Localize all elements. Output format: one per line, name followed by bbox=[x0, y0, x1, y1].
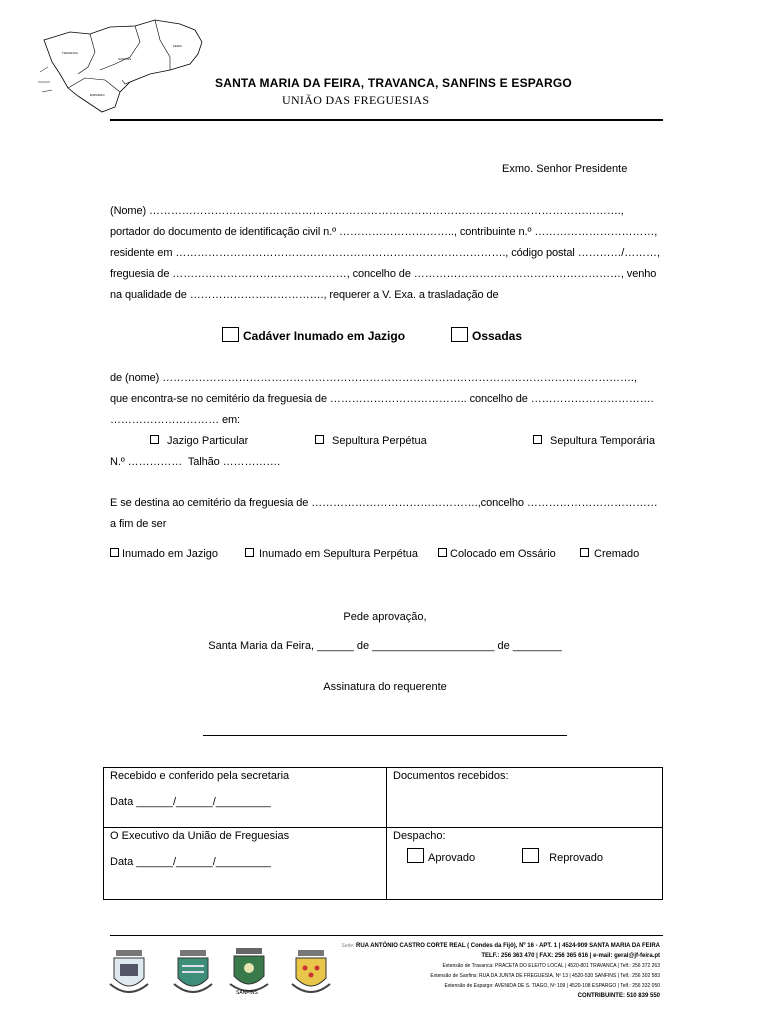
footer-nif: CONTRIBUINTE: 510 839 550 bbox=[577, 993, 660, 999]
signature-label: Assinatura do requerente bbox=[323, 681, 447, 693]
footer-contacts bbox=[342, 941, 660, 1001]
capacity-line: na qualidade de ………………………………., requerer a V. Exa. a trasladação de bbox=[110, 289, 499, 301]
name-line: (Nome) …………………………………………………………………………………………………………………., bbox=[110, 205, 624, 217]
checkbox-jazigo-particular[interactable] bbox=[150, 435, 159, 444]
deceased-name-line: de (nome) …………………………………………………………………………………………………………………., bbox=[110, 372, 637, 384]
checkbox-inumado-jazigo[interactable] bbox=[110, 548, 119, 557]
option-inumado-sepultura-label: Inumado em Sepultura Perpétua bbox=[259, 548, 418, 560]
option-sepultura-perpetua[interactable] bbox=[315, 435, 427, 447]
rejected-label: Reprovado bbox=[549, 852, 603, 864]
office-use-table bbox=[103, 767, 663, 900]
id-line: portador do documento de identificação civil n.º ………………………….., contribuinte n.º ……………………………, bbox=[110, 226, 658, 238]
map-label-travanca: TRAVANCA bbox=[62, 51, 78, 55]
header-divider bbox=[110, 119, 663, 121]
footer-seat-row bbox=[342, 941, 660, 951]
crest-sanfins-label: SANFINS bbox=[236, 990, 258, 996]
option-inumado-jazigo-label: Inumado em Jazigo bbox=[122, 548, 218, 560]
residence-line: residente em ………………………………………………………………………………., código postal …………/………, bbox=[110, 247, 660, 259]
option-cremado-label: Cremado bbox=[594, 548, 640, 560]
option-cadaver[interactable] bbox=[222, 327, 405, 343]
footer-ext-travanca: Extensão de Travanca: PRACETA DO ELEITO LOCAL | 4520-801 TRAVANCA | Telf.: 256 372 263 bbox=[442, 963, 660, 969]
map-label-feira: FEIRA bbox=[173, 44, 182, 48]
option-sepultura-temporaria[interactable] bbox=[533, 435, 655, 447]
checkbox-inumado-sepultura[interactable] bbox=[245, 548, 254, 557]
executive-date[interactable]: Data ______/______/_________ bbox=[110, 856, 271, 868]
rejected-option[interactable] bbox=[522, 852, 603, 864]
option-sepultura-temporaria-label: Sepultura Temporária bbox=[550, 435, 655, 447]
documents-label: Documentos recebidos: bbox=[393, 770, 509, 782]
dispatch-cell bbox=[387, 828, 663, 900]
destination-line: E se destina ao cemitério da freguesia de ……………………………………….,concelho ……………………………… bbox=[110, 497, 658, 509]
approved-label: Aprovado bbox=[428, 852, 476, 864]
crest-sanfins-icon bbox=[226, 946, 272, 998]
option-ossario[interactable] bbox=[438, 548, 556, 560]
option-cadaver-label: Cadáver Inumado em Jazigo bbox=[243, 329, 406, 343]
option-sepultura-perpetua-label: Sepultura Perpétua bbox=[332, 435, 427, 447]
place-date-line: Santa Maria da Feira, ______ de ____________________ de ________ bbox=[208, 640, 562, 652]
option-inumado-sepultura[interactable] bbox=[245, 548, 418, 560]
checkbox-cadaver[interactable] bbox=[222, 327, 239, 342]
salutation: Exmo. Senhor Presidente bbox=[502, 163, 628, 175]
received-date[interactable]: Data ______/______/_________ bbox=[110, 796, 271, 808]
option-ossario-label: Colocado em Ossário bbox=[450, 548, 556, 560]
option-cremado[interactable] bbox=[580, 548, 639, 560]
footer-ext-sanfins: Extensão de Sanfins: RUA DA JUNTA DE FREGUESIA, Nº 13 | 4520-530 SANFINS | Telf.: 256 302 583 bbox=[430, 973, 660, 979]
received-cell bbox=[104, 768, 387, 828]
checkbox-sepultura-perpetua[interactable] bbox=[315, 435, 324, 444]
dispatch-label: Despacho: bbox=[393, 830, 446, 842]
checkbox-cremado[interactable] bbox=[580, 548, 589, 557]
location-line: ………………………… em: bbox=[110, 414, 240, 426]
footer-tel: TELF.: 256 363 470 | FAX: 256 365 616 | e-mail: geral@jf-feira.pt bbox=[481, 953, 660, 959]
option-ossadas[interactable] bbox=[451, 327, 522, 343]
checkbox-ossadas[interactable] bbox=[451, 327, 468, 342]
header-subtitle: UNIÃO DAS FREGUESIAS bbox=[282, 93, 430, 107]
checkbox-sepultura-temporaria[interactable] bbox=[533, 435, 542, 444]
approved-option[interactable] bbox=[407, 852, 475, 864]
executive-cell bbox=[104, 828, 387, 900]
crest-feira-icon bbox=[106, 948, 152, 998]
signature-line[interactable] bbox=[203, 735, 567, 736]
purpose-line: a fim de ser bbox=[110, 518, 167, 530]
option-inumado-jazigo[interactable] bbox=[110, 548, 218, 560]
crest-travanca-icon bbox=[170, 948, 216, 998]
option-jazigo-particular[interactable] bbox=[150, 435, 248, 447]
request-text: Pede aprovação, bbox=[343, 611, 427, 623]
option-jazigo-particular-label: Jazigo Particular bbox=[167, 435, 249, 447]
cemetery-line: que encontra-se no cemitério da freguesia de ……………………………….. concelho de ……………………………. bbox=[110, 393, 654, 405]
executive-label: O Executivo da União de Freguesias bbox=[110, 830, 290, 842]
checkbox-ossario[interactable] bbox=[438, 548, 447, 557]
footer-divider bbox=[110, 935, 663, 936]
parish-line: freguesia de …………………………………………, concelho de …………………………………………………, venho bbox=[110, 268, 657, 280]
parishes-map-logo bbox=[30, 12, 215, 122]
documents-cell bbox=[387, 768, 663, 828]
footer-ext-espargo: Extensão de Espargo: AVENIDA DE S. TIAGO, Nº 109 | 4520-108 ESPARGO | Telf.: 256 332 050 bbox=[444, 983, 660, 989]
number-plot-line: N.º …………… Talhão ……………. bbox=[110, 456, 281, 468]
received-label: Recebido e conferido pela secretaria bbox=[110, 770, 290, 782]
header-title: SANTA MARIA DA FEIRA, TRAVANCA, SANFINS E ESPARGO bbox=[215, 76, 572, 90]
map-label-sanfins: SANFINS bbox=[118, 57, 132, 61]
checkbox-approved[interactable] bbox=[407, 848, 424, 863]
footer-seat: RUA ANTÓNIO CASTRO CORTE REAL ( Condes da Fijô), Nº 16 - APT. 1 | 4524-909 SANTA MARIA DA FEIRA bbox=[355, 943, 660, 949]
option-ossadas-label: Ossadas bbox=[472, 329, 523, 343]
map-label-espargo: ESPARGO bbox=[90, 93, 105, 97]
footer-seat-label: Sede: bbox=[341, 943, 355, 949]
checkbox-rejected[interactable] bbox=[522, 848, 539, 863]
crest-espargo-icon bbox=[288, 948, 334, 998]
